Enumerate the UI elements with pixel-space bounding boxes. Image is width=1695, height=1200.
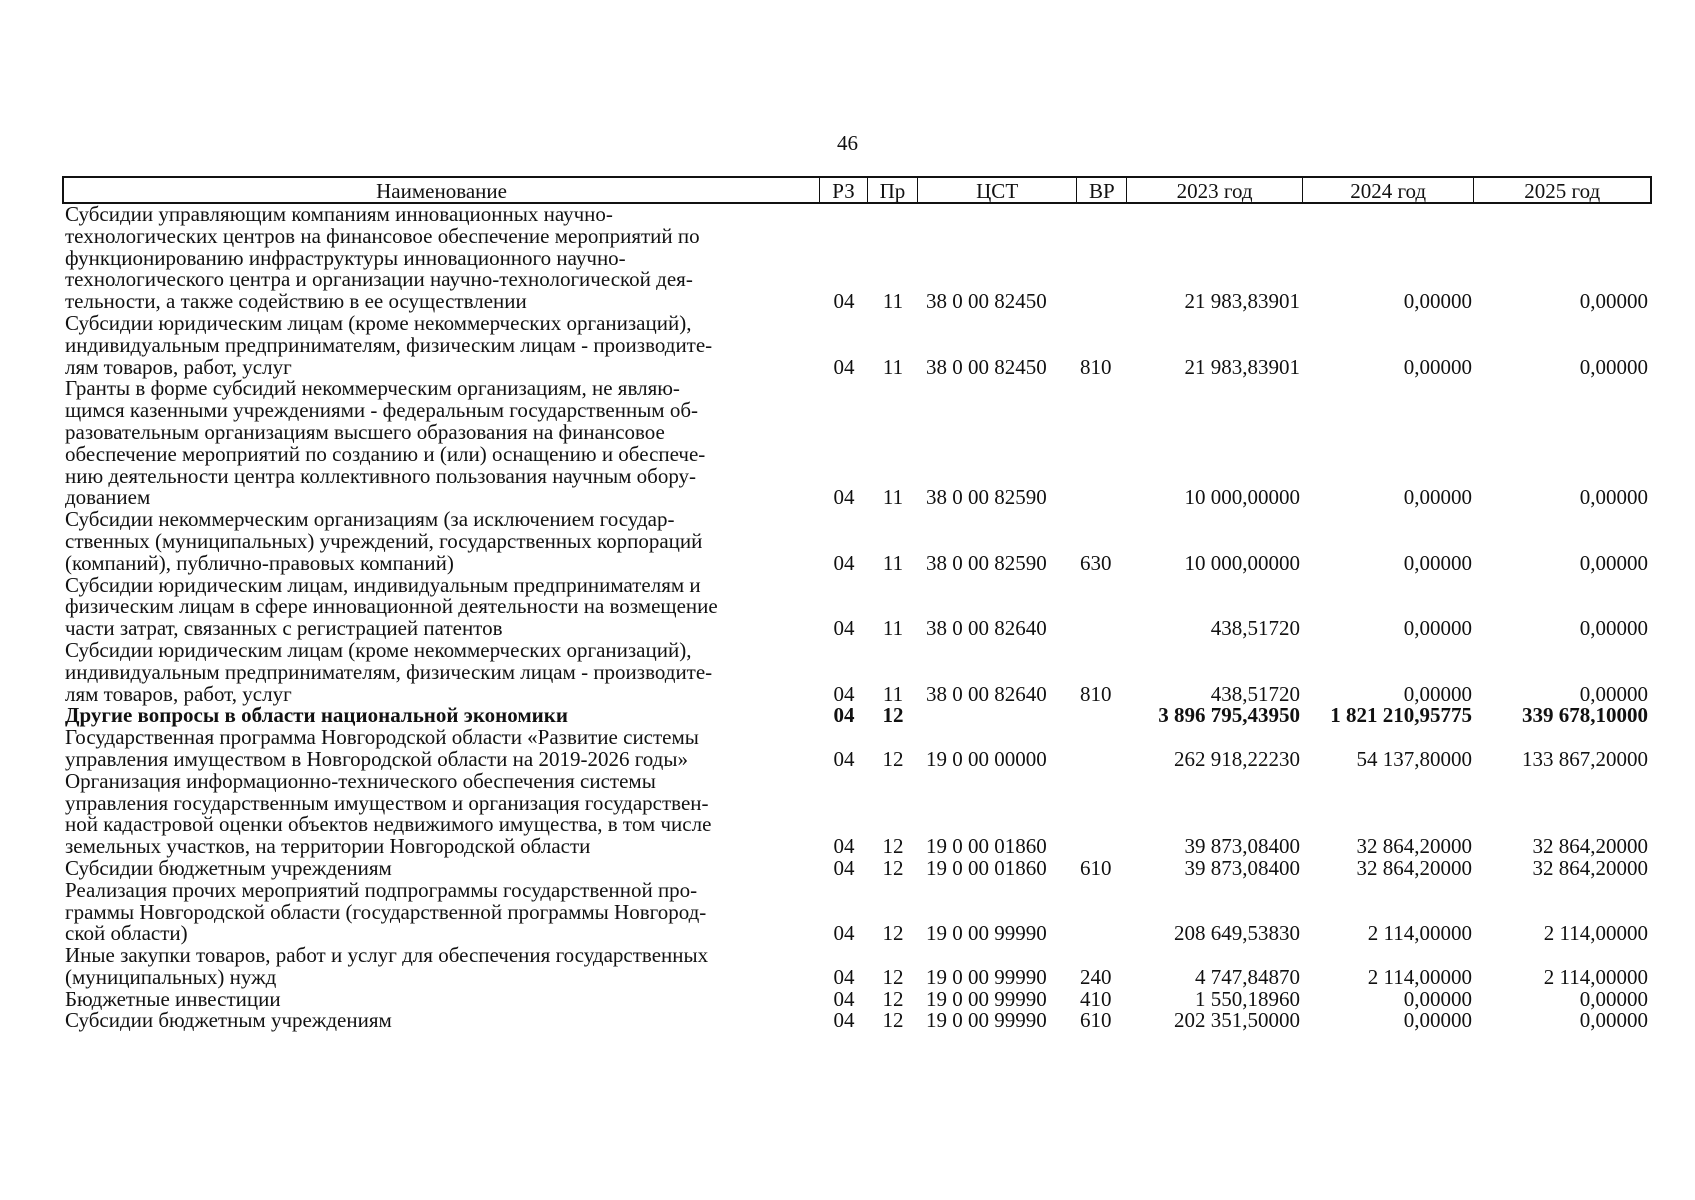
row-2023: 10 000,00000 — [1184, 485, 1300, 510]
row-rz: 04 — [833, 681, 855, 706]
row-cst: 19 0 00 00000 — [926, 746, 1047, 771]
row-rz: 04 — [833, 616, 855, 641]
row-2023: 202 351,50000 — [1174, 1008, 1300, 1033]
header-rz: РЗ — [820, 178, 868, 202]
row-cst: 38 0 00 82450 — [926, 289, 1047, 314]
row-name-line: граммы Новгородской области (государственной программы Новгород- — [65, 899, 707, 924]
row-name — [62, 572, 820, 641]
row-2025: 0,00000 — [1579, 616, 1648, 641]
row-pr: 11 — [882, 681, 904, 706]
row-name-line: Субсидии некоммерческим организациям (за исключением государ- — [65, 507, 675, 532]
row-2024: 0,00000 — [1403, 485, 1472, 510]
row-pr: 11 — [882, 354, 904, 379]
table-row — [62, 727, 1652, 771]
row-2024: 0,00000 — [1403, 986, 1472, 1011]
row-vr: 810 — [1080, 354, 1112, 379]
row-name — [62, 637, 820, 706]
row-cst: 19 0 00 99990 — [926, 1008, 1047, 1033]
row-cst: 38 0 00 82450 — [926, 354, 1047, 379]
row-2024: 0,00000 — [1403, 289, 1472, 314]
row-2024: 2 114,00000 — [1367, 964, 1472, 989]
row-rz: 04 — [833, 550, 855, 575]
table-row — [62, 310, 1652, 379]
row-name-line: лям товаров, работ, услуг — [65, 354, 292, 379]
row-2024: 0,00000 — [1403, 1008, 1472, 1033]
row-cst: 19 0 00 99990 — [926, 986, 1047, 1011]
row-name-line: Другие вопросы в области национальной экономики — [65, 703, 568, 728]
row-2023: 1 550,18960 — [1195, 986, 1300, 1011]
row-2023: 21 983,83901 — [1184, 354, 1300, 379]
row-name-line: индивидуальным предпринимателям, физическим лицам - производите- — [65, 659, 713, 684]
row-2025: 339 678,10000 — [1522, 703, 1648, 728]
row-2024: 1 821 210,95775 — [1330, 703, 1472, 728]
row-2025: 0,00000 — [1579, 354, 1648, 379]
row-2023: 208 649,53830 — [1174, 921, 1300, 946]
table-header — [62, 176, 1652, 204]
row-2023: 262 918,22230 — [1174, 746, 1300, 771]
row-name-line: Субсидии бюджетным учреждениям — [65, 1008, 392, 1033]
header-2024: 2024 год — [1303, 178, 1475, 202]
table-row — [62, 204, 1652, 313]
table-row — [62, 1010, 1652, 1032]
row-name-line: земельных участков, на территории Новгородской области — [65, 834, 591, 859]
table-row — [62, 378, 1652, 509]
row-name-line: Организация информационно-технического обеспечения системы — [65, 768, 656, 793]
row-rz: 04 — [833, 834, 855, 859]
row-cst: 38 0 00 82640 — [926, 681, 1047, 706]
row-pr: 12 — [882, 834, 904, 859]
row-name-line: Субсидии юридическим лицам (кроме некоммерческих организаций), — [65, 637, 692, 662]
row-name-line: ской области) — [65, 921, 188, 946]
row-rz: 04 — [833, 855, 855, 880]
row-rz: 04 — [833, 986, 855, 1011]
row-name-line: функционированию инфраструктуры инновационного научно- — [65, 245, 626, 270]
row-rz: 04 — [833, 1008, 855, 1033]
table-row — [62, 768, 1652, 859]
row-cst: 19 0 00 99990 — [926, 964, 1047, 989]
row-vr: 610 — [1080, 855, 1112, 880]
table-row — [62, 509, 1652, 574]
table-row — [62, 855, 1652, 880]
row-cst: 38 0 00 82590 — [926, 485, 1047, 510]
row-2024: 0,00000 — [1403, 550, 1472, 575]
row-2025: 0,00000 — [1579, 485, 1648, 510]
row-pr: 12 — [882, 746, 904, 771]
header-2023: 2023 год — [1127, 178, 1303, 202]
row-2024: 0,00000 — [1403, 616, 1472, 641]
row-name-line: Субсидии юридическим лицам, индивидуальным предпринимателям и — [65, 572, 701, 597]
header-name: Наименование — [64, 178, 820, 202]
row-2023: 21 983,83901 — [1184, 289, 1300, 314]
budget-table — [62, 176, 1652, 1032]
header-2025: 2025 год — [1524, 179, 1601, 203]
table-row — [62, 945, 1652, 989]
row-pr: 12 — [882, 921, 904, 946]
row-name-line: дованием — [65, 485, 151, 510]
row-name-line: физическим лицам в сфере инновационной деятельности на возмещение — [65, 594, 718, 619]
row-name — [62, 310, 820, 379]
row-2025: 0,00000 — [1579, 1008, 1648, 1033]
row-2024: 54 137,80000 — [1356, 746, 1472, 771]
row-2024: 0,00000 — [1403, 354, 1472, 379]
row-rz: 04 — [833, 746, 855, 771]
row-name-line: управления имуществом в Новгородской области на 2019-2026 годы» — [65, 746, 688, 771]
row-pr: 12 — [882, 986, 904, 1011]
row-2024: 32 864,20000 — [1356, 834, 1472, 859]
row-2025: 2 114,00000 — [1543, 964, 1648, 989]
row-2023: 438,51720 — [1210, 681, 1300, 706]
row-name-line: щимся казенными учреждениями - федеральным государственным об- — [65, 398, 699, 423]
row-pr: 12 — [882, 964, 904, 989]
row-rz: 04 — [833, 289, 855, 314]
row-2023: 438,51720 — [1210, 616, 1300, 641]
row-2023: 10 000,00000 — [1184, 550, 1300, 575]
row-name-line: Субсидии управляющим компаниям инновационных научно- — [65, 202, 613, 226]
row-2023: 39 873,08400 — [1184, 834, 1300, 859]
row-2025: 32 864,20000 — [1532, 834, 1648, 859]
row-2025: 0,00000 — [1579, 550, 1648, 575]
row-name-line: технологического центра и организации научно-технологической дея- — [65, 267, 693, 292]
row-name-line: ственных (муниципальных) учреждений, государственных корпораций — [65, 528, 703, 553]
row-vr: 810 — [1080, 681, 1112, 706]
row-2024: 32 864,20000 — [1356, 855, 1472, 880]
table-row — [62, 877, 1652, 946]
row-2023: 4 747,84870 — [1195, 964, 1300, 989]
row-2025: 0,00000 — [1579, 681, 1648, 706]
row-vr: 630 — [1080, 550, 1112, 575]
row-rz: 04 — [833, 354, 855, 379]
row-2025: 2 114,00000 — [1543, 921, 1648, 946]
row-cst: 19 0 00 99990 — [926, 921, 1047, 946]
row-pr: 11 — [882, 485, 904, 510]
row-pr: 11 — [882, 550, 904, 575]
row-name-line: индивидуальным предпринимателям, физическим лицам - производите- — [65, 332, 713, 357]
row-name-line: Бюджетные инвестиции — [65, 986, 281, 1011]
row-name-line: Иные закупки товаров, работ и услуг для обеспечения государственных — [65, 943, 709, 968]
row-name — [62, 986, 820, 1011]
row-name-line: Субсидии юридическим лицам (кроме некоммерческих организаций), — [65, 310, 692, 335]
table-row — [62, 986, 1652, 1011]
row-name-line: управления государственным имуществом и организация государствен- — [65, 790, 709, 815]
row-name — [62, 768, 820, 859]
row-name — [62, 877, 820, 946]
row-vr: 410 — [1080, 986, 1112, 1011]
table-row — [62, 572, 1652, 641]
row-name-line: (муниципальных) нужд — [65, 964, 277, 989]
row-rz: 04 — [833, 485, 855, 510]
row-pr: 11 — [882, 616, 904, 641]
row-2025: 32 864,20000 — [1532, 855, 1648, 880]
row-2024: 0,00000 — [1403, 681, 1472, 706]
row-2023: 3 896 795,43950 — [1158, 703, 1300, 728]
row-name — [62, 945, 820, 989]
row-cst: 19 0 00 01860 — [926, 855, 1047, 880]
row-name — [62, 727, 820, 771]
row-vr: 610 — [1080, 1008, 1112, 1033]
row-name-line: лям товаров, работ, услуг — [65, 681, 292, 706]
table-row — [62, 637, 1652, 706]
row-name-line: обеспечение мероприятий по созданию и (или) оснащению и обеспече- — [65, 441, 706, 466]
row-2025: 133 867,20000 — [1522, 746, 1648, 771]
row-pr: 11 — [882, 289, 904, 314]
row-pr: 12 — [882, 1008, 904, 1033]
row-name — [62, 855, 820, 880]
row-name — [62, 1010, 820, 1032]
row-cst: 38 0 00 82640 — [926, 616, 1047, 641]
row-name-line: Субсидии бюджетным учреждениям — [65, 855, 392, 880]
row-name-line: части затрат, связанных с регистрацией патентов — [65, 616, 503, 641]
row-name — [62, 705, 820, 727]
row-pr: 12 — [882, 703, 904, 728]
table-row — [62, 705, 1652, 727]
row-cst: 38 0 00 82590 — [926, 550, 1047, 575]
row-name — [62, 204, 820, 313]
row-name-line: (компаний), публично-правовых компаний) — [65, 550, 454, 575]
row-name — [62, 509, 820, 574]
row-rz: 04 — [833, 964, 855, 989]
row-name-line: Государственная программа Новгородской области «Развитие системы — [65, 725, 699, 750]
header-pr: Пр — [868, 178, 918, 202]
table-body — [62, 204, 1652, 1032]
row-name-line: ной кадастровой оценки объектов недвижимого имущества, в том числе — [65, 812, 712, 837]
row-pr: 12 — [882, 855, 904, 880]
row-cst: 19 0 00 01860 — [926, 834, 1047, 859]
row-2025: 0,00000 — [1579, 289, 1648, 314]
row-name-line: Гранты в форме субсидий некоммерческим организациям, не являю- — [65, 376, 680, 401]
row-2025: 0,00000 — [1579, 986, 1648, 1011]
row-name-line: разовательным организациям высшего образования на финансовое — [65, 419, 665, 444]
header-vr: ВР — [1077, 178, 1127, 202]
page-number: 46 — [837, 131, 858, 155]
row-vr: 240 — [1080, 964, 1112, 989]
row-rz: 04 — [833, 703, 855, 728]
row-name — [62, 378, 820, 509]
row-name-line: технологических центров на финансовое обеспечение мероприятий по — [65, 223, 700, 248]
row-name-line: тельности, а также содействию в ее осуществлении — [65, 289, 527, 314]
row-name-line: Реализация прочих мероприятий подпрограммы государственной про- — [65, 877, 698, 902]
row-2023: 39 873,08400 — [1184, 855, 1300, 880]
header-cst: ЦСТ — [918, 178, 1078, 202]
row-2024: 2 114,00000 — [1367, 921, 1472, 946]
row-name-line: нию деятельности центра коллективного пользования научным обору- — [65, 463, 697, 488]
row-rz: 04 — [833, 921, 855, 946]
